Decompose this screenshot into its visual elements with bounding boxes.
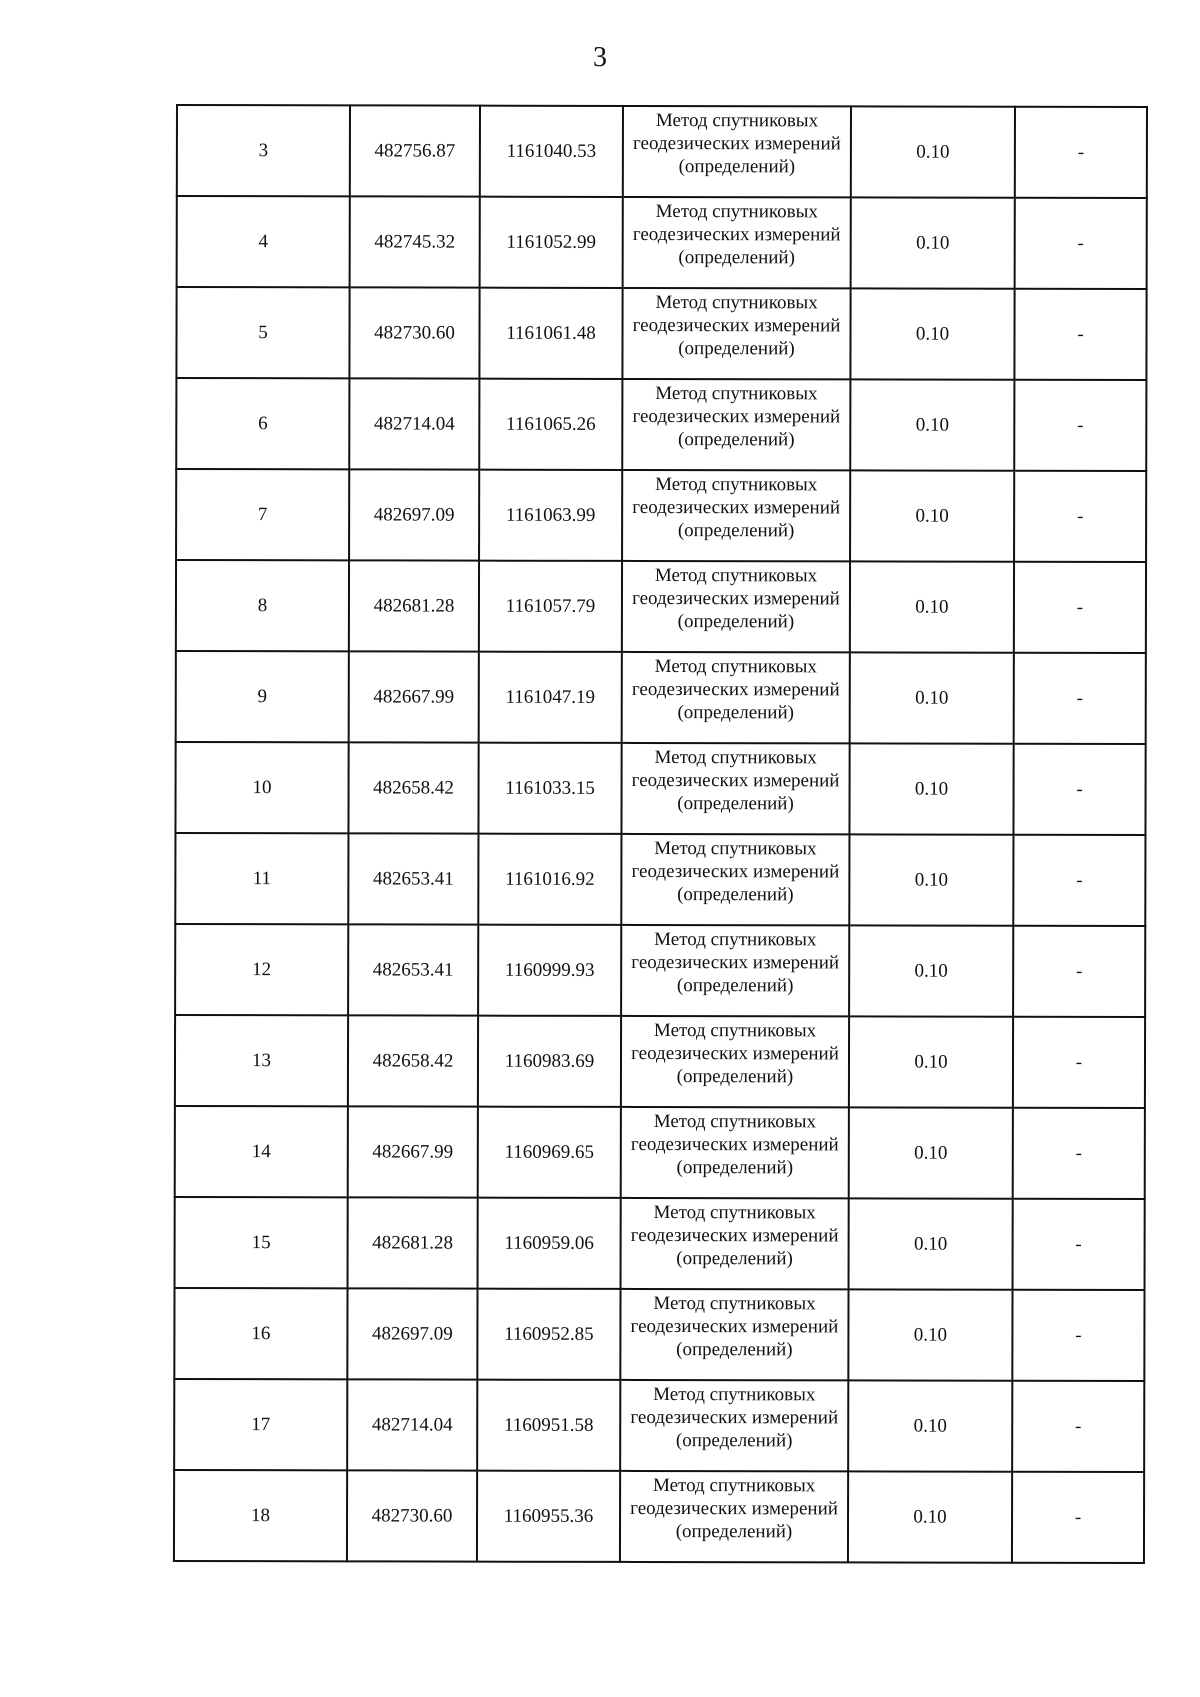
point-number-cell: 16 xyxy=(174,1288,347,1379)
point-number-cell: 6 xyxy=(176,378,349,469)
table-row xyxy=(177,105,1147,198)
note-cell: - xyxy=(1013,1017,1145,1108)
method-cell: Метод спутниковых геодезических измерений (определений) xyxy=(622,652,850,743)
y-coordinate-cell: 1160983.69 xyxy=(478,1016,621,1107)
table-row xyxy=(176,287,1146,380)
method-cell: Метод спутниковых геодезических измерений (определений) xyxy=(623,106,851,197)
accuracy-cell: 0.10 xyxy=(850,652,1014,743)
table-row xyxy=(174,1379,1144,1472)
table-row xyxy=(174,1288,1144,1381)
method-cell: Метод спутниковых геодезических измерений (определений) xyxy=(621,925,849,1016)
table-row xyxy=(175,1197,1145,1290)
x-coordinate-cell: 482697.09 xyxy=(347,1288,477,1379)
note-cell: - xyxy=(1013,926,1145,1017)
x-coordinate-cell: 482730.60 xyxy=(349,287,479,378)
note-cell: - xyxy=(1013,1108,1145,1199)
point-number-cell: 7 xyxy=(176,469,349,560)
method-cell: Метод спутниковых геодезических измерений (определений) xyxy=(621,834,849,925)
y-coordinate-cell: 1160952.85 xyxy=(477,1289,620,1380)
accuracy-cell: 0.10 xyxy=(849,834,1013,925)
note-cell: - xyxy=(1012,1472,1144,1563)
note-cell: - xyxy=(1012,1381,1144,1472)
x-coordinate-cell: 482658.42 xyxy=(348,742,478,833)
point-number-cell: 17 xyxy=(174,1379,347,1470)
x-coordinate-cell: 482697.09 xyxy=(349,469,479,560)
y-coordinate-cell: 1161057.79 xyxy=(479,561,622,652)
point-number-cell: 10 xyxy=(175,742,348,833)
method-cell: Метод спутниковых геодезических измерений (определений) xyxy=(621,743,849,834)
accuracy-cell: 0.10 xyxy=(849,743,1013,834)
accuracy-cell: 0.10 xyxy=(850,288,1014,379)
x-coordinate-cell: 482658.42 xyxy=(348,1015,478,1106)
accuracy-cell: 0.10 xyxy=(849,1107,1013,1198)
point-number-cell: 9 xyxy=(176,651,349,742)
y-coordinate-cell: 1161065.26 xyxy=(479,379,622,470)
note-cell: - xyxy=(1015,198,1147,289)
note-cell: - xyxy=(1014,380,1146,471)
x-coordinate-cell: 482714.04 xyxy=(349,378,479,469)
accuracy-cell: 0.10 xyxy=(850,470,1014,561)
y-coordinate-cell: 1161040.53 xyxy=(480,106,623,197)
y-coordinate-cell: 1160955.36 xyxy=(477,1471,620,1562)
table-row xyxy=(176,469,1146,562)
table-row xyxy=(176,651,1146,744)
point-number-cell: 11 xyxy=(175,833,348,924)
table-row xyxy=(175,1015,1145,1108)
x-coordinate-cell: 482653.41 xyxy=(348,833,478,924)
method-cell: Метод спутниковых геодезических измерений (определений) xyxy=(620,1380,848,1471)
method-cell: Метод спутниковых геодезических измерений (определений) xyxy=(623,197,851,288)
accuracy-cell: 0.10 xyxy=(851,106,1015,197)
y-coordinate-cell: 1160999.93 xyxy=(478,925,621,1016)
accuracy-cell: 0.10 xyxy=(849,1198,1013,1289)
x-coordinate-cell: 482730.60 xyxy=(347,1470,477,1561)
note-cell: - xyxy=(1014,653,1146,744)
point-number-cell: 13 xyxy=(175,1015,348,1106)
accuracy-cell: 0.10 xyxy=(849,1016,1013,1107)
note-cell: - xyxy=(1013,835,1145,926)
y-coordinate-cell: 1160969.65 xyxy=(478,1107,621,1198)
accuracy-cell: 0.10 xyxy=(850,379,1014,470)
point-number-cell: 5 xyxy=(176,287,349,378)
note-cell: - xyxy=(1014,289,1146,380)
method-cell: Метод спутниковых геодезических измерений (определений) xyxy=(621,1107,849,1198)
x-coordinate-cell: 482653.41 xyxy=(348,924,478,1015)
x-coordinate-cell: 482667.99 xyxy=(349,651,479,742)
note-cell: - xyxy=(1014,562,1146,653)
method-cell: Метод спутниковых геодезических измерений (определений) xyxy=(620,1471,848,1562)
y-coordinate-cell: 1161052.99 xyxy=(480,197,623,288)
x-coordinate-cell: 482667.99 xyxy=(348,1106,478,1197)
table-row xyxy=(175,833,1145,926)
method-cell: Метод спутниковых геодезических измерений (определений) xyxy=(621,1198,849,1289)
method-cell: Метод спутниковых геодезических измерений (определений) xyxy=(620,1289,848,1380)
point-number-cell: 14 xyxy=(175,1106,348,1197)
accuracy-cell: 0.10 xyxy=(848,1471,1012,1562)
note-cell: - xyxy=(1013,744,1145,835)
table-row xyxy=(175,1106,1145,1199)
method-cell: Метод спутниковых геодезических измерений (определений) xyxy=(621,1016,849,1107)
y-coordinate-cell: 1161061.48 xyxy=(479,288,622,379)
point-number-cell: 15 xyxy=(175,1197,348,1288)
y-coordinate-cell: 1160959.06 xyxy=(478,1198,621,1289)
table-row xyxy=(176,378,1146,471)
table-row xyxy=(175,742,1145,835)
table-row xyxy=(175,924,1145,1017)
coordinates-table-body xyxy=(174,105,1147,1563)
x-coordinate-cell: 482681.28 xyxy=(348,1197,478,1288)
y-coordinate-cell: 1161016.92 xyxy=(478,834,621,925)
note-cell: - xyxy=(1012,1290,1144,1381)
accuracy-cell: 0.10 xyxy=(848,1289,1012,1380)
y-coordinate-cell: 1160951.58 xyxy=(477,1380,620,1471)
method-cell: Метод спутниковых геодезических измерений (определений) xyxy=(622,561,850,652)
accuracy-cell: 0.10 xyxy=(850,561,1014,652)
y-coordinate-cell: 1161033.15 xyxy=(478,743,621,834)
note-cell: - xyxy=(1013,1199,1145,1290)
accuracy-cell: 0.10 xyxy=(851,197,1015,288)
point-number-cell: 18 xyxy=(174,1470,347,1561)
table-row xyxy=(177,196,1147,289)
method-cell: Метод спутниковых геодезических измерений (определений) xyxy=(622,379,850,470)
method-cell: Метод спутниковых геодезических измерений (определений) xyxy=(622,470,850,561)
note-cell: - xyxy=(1015,107,1147,198)
coordinates-table xyxy=(173,104,1148,1564)
method-cell: Метод спутниковых геодезических измерений (определений) xyxy=(622,288,850,379)
x-coordinate-cell: 482756.87 xyxy=(350,105,480,196)
accuracy-cell: 0.10 xyxy=(848,1380,1012,1471)
table-row xyxy=(176,560,1146,653)
point-number-cell: 12 xyxy=(175,924,348,1015)
accuracy-cell: 0.10 xyxy=(849,925,1013,1016)
note-cell: - xyxy=(1014,471,1146,562)
y-coordinate-cell: 1161047.19 xyxy=(479,652,622,743)
y-coordinate-cell: 1161063.99 xyxy=(479,470,622,561)
x-coordinate-cell: 482714.04 xyxy=(347,1379,477,1470)
point-number-cell: 8 xyxy=(176,560,349,651)
table-row xyxy=(174,1470,1144,1563)
x-coordinate-cell: 482681.28 xyxy=(349,560,479,651)
point-number-cell: 4 xyxy=(177,196,350,287)
point-number-cell: 3 xyxy=(177,105,350,196)
page-number: 3 xyxy=(593,42,607,73)
x-coordinate-cell: 482745.32 xyxy=(350,196,480,287)
